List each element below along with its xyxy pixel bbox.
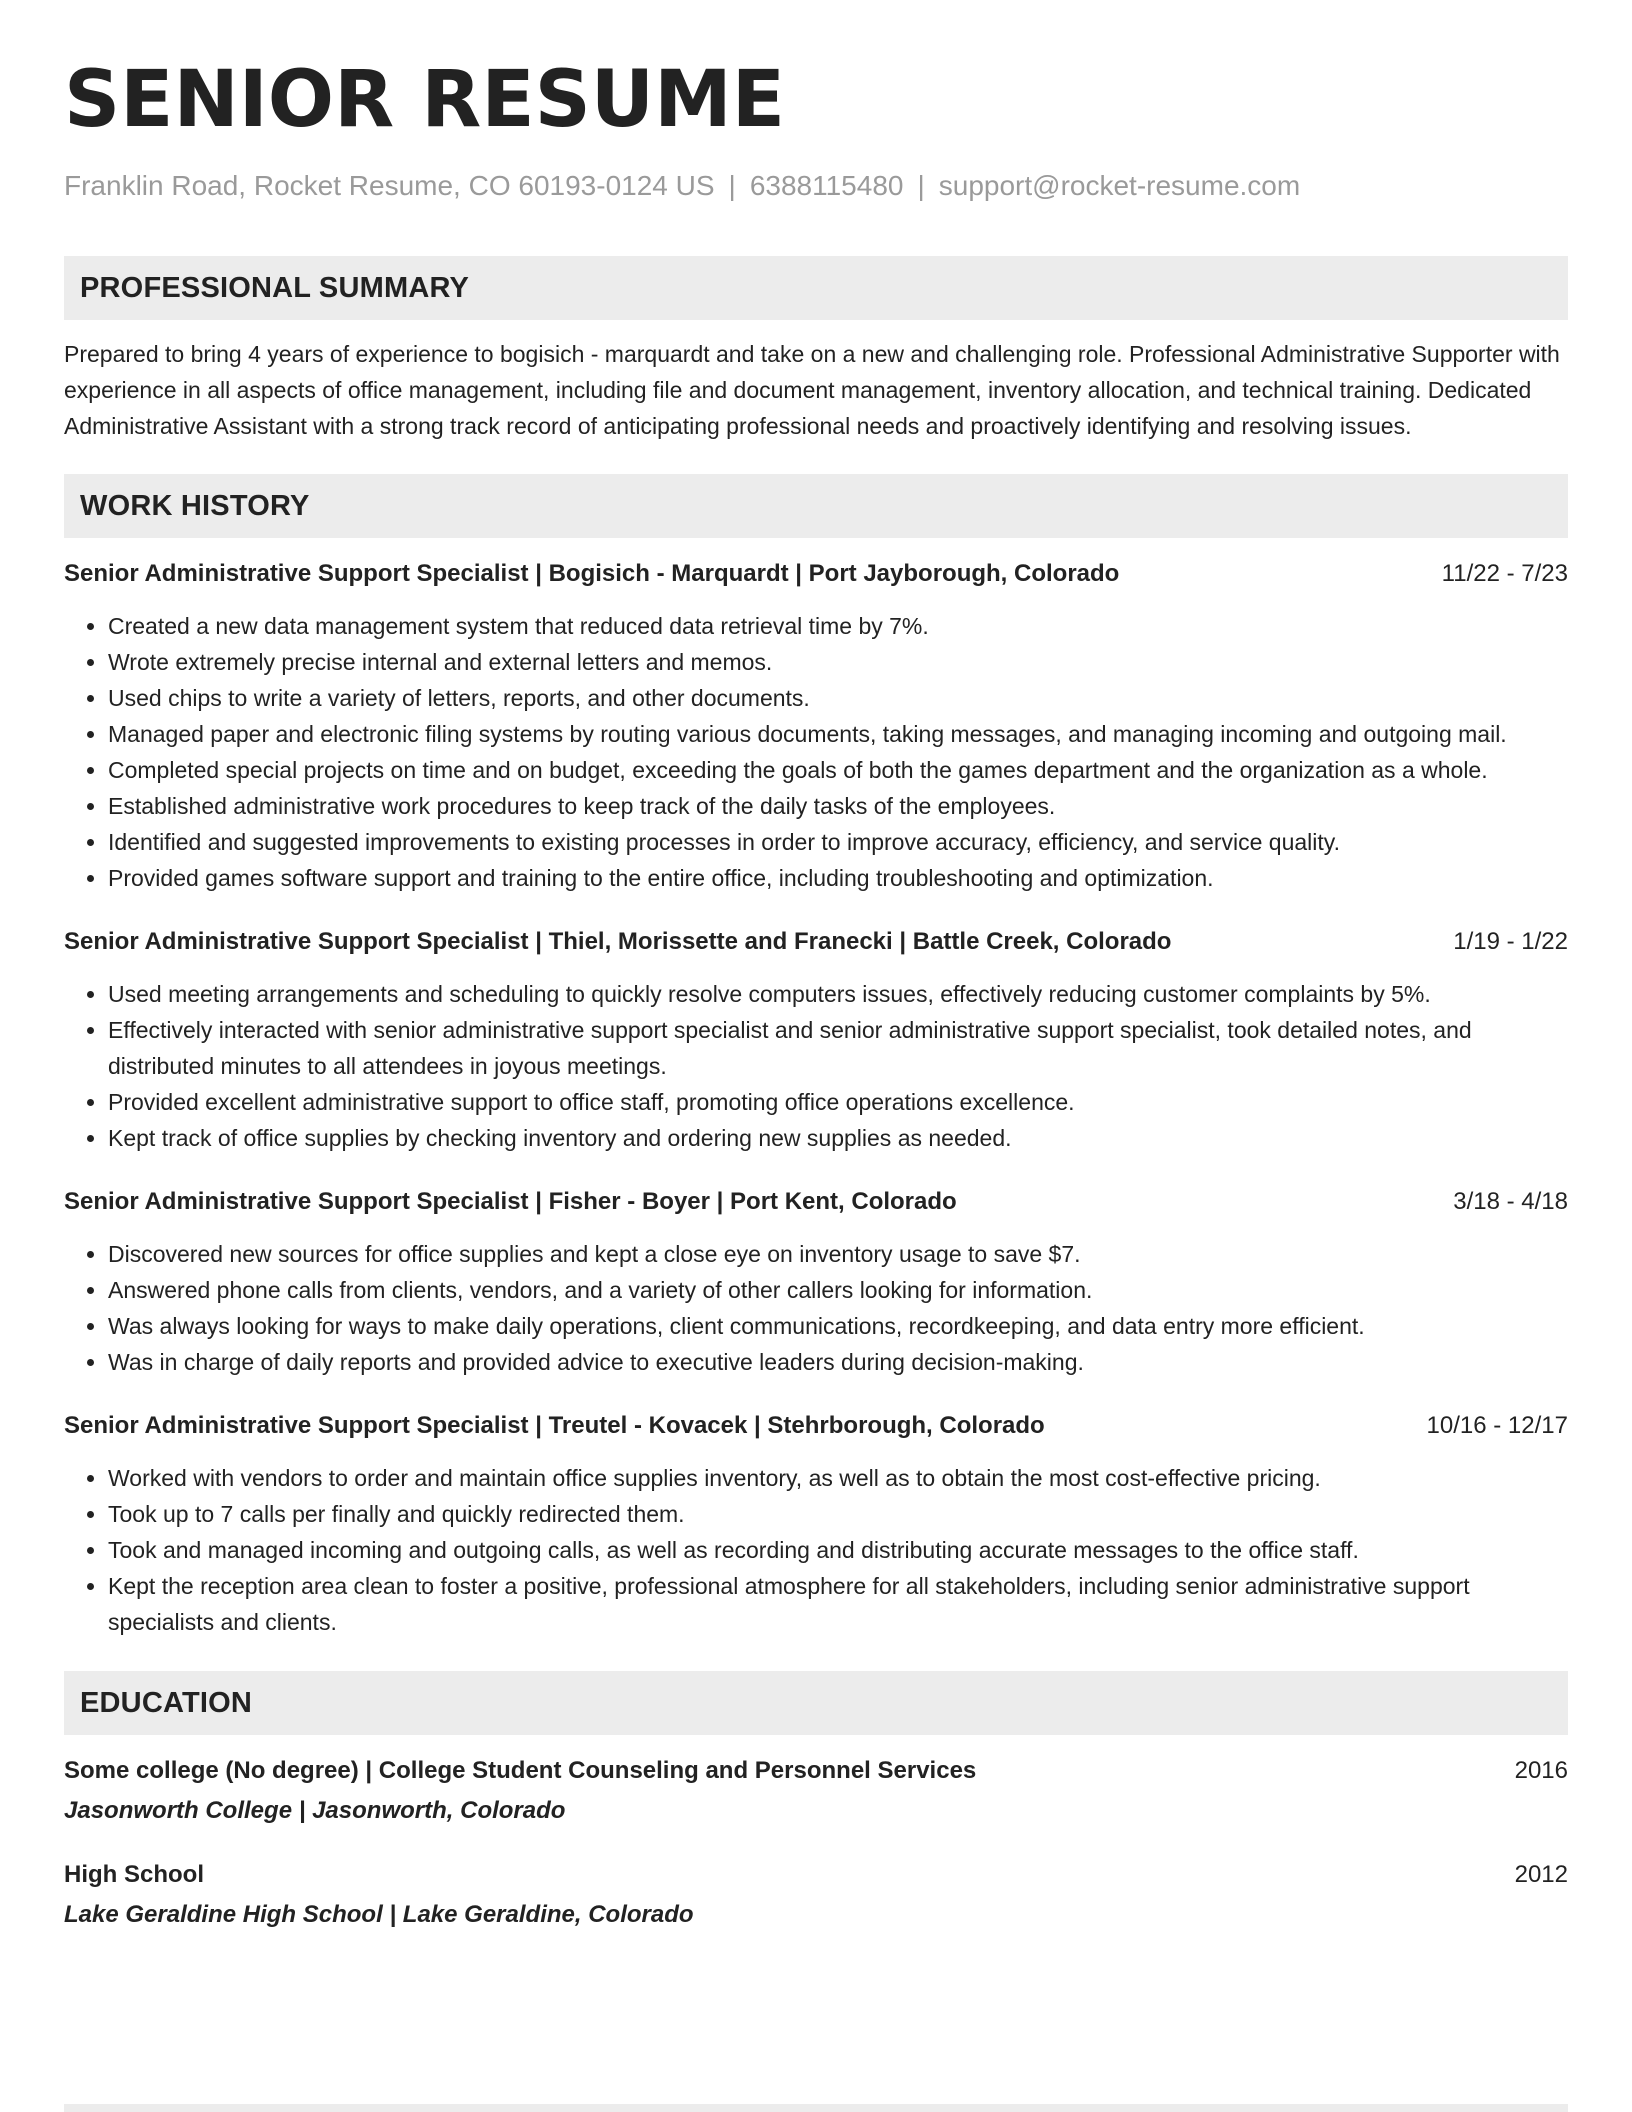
- job-title: Senior Administrative Support Specialist | Thiel, Morissette and Franecki | Battle Creek, Colorado: [64, 928, 1172, 955]
- bullet-item: • Completed special projects on time and on budget, exceeding the goals of both the games department and the organization as a whole.: [108, 752, 1568, 788]
- bullet-item: • Worked with vendors to order and maintain office supplies inventory, as well as to obtain the most cost-effective pricing.: [108, 1460, 1568, 1496]
- bullet-item: • Was always looking for ways to make daily operations, client communications, recordkeeping, and data entry more efficient.: [108, 1308, 1568, 1344]
- section-header-education: EDUCATION: [64, 1671, 1568, 1735]
- education-school: Jasonworth College | Jasonworth, Colorado: [64, 1797, 566, 1824]
- job-bullets: [64, 1236, 1568, 1380]
- bullet-item: • Discovered new sources for office supplies and kept a close eye on inventory usage to save $7.: [108, 1236, 1568, 1272]
- job-bullets: [64, 1460, 1568, 1640]
- contact-line: [64, 168, 1568, 204]
- bullet-item: • Identified and suggested improvements to existing processes in order to improve accuracy, efficiency, and service quality.: [108, 824, 1568, 860]
- contact-separator: |: [728, 170, 736, 201]
- section-header-work-history: WORK HISTORY: [64, 474, 1568, 538]
- job-dates: 10/16 - 12/17: [1426, 1412, 1568, 1439]
- resume-name: SENIOR RESUME: [64, 55, 786, 145]
- contact-email: support@rocket-resume.com: [938, 170, 1301, 201]
- job-dates: 3/18 - 4/18: [1453, 1188, 1568, 1215]
- job-entry: [64, 1184, 1568, 1380]
- bullet-item: • Wrote extremely precise internal and external letters and memos.: [108, 644, 1568, 680]
- job-title: Senior Administrative Support Specialist | Fisher - Boyer | Port Kent, Colorado: [64, 1188, 957, 1215]
- education-title: High School: [64, 1861, 204, 1888]
- bullet-item: • Kept the reception area clean to foster a positive, professional atmosphere for all stakeholders, including senior administrative support specialists and clients.: [108, 1568, 1568, 1640]
- job-dates: 11/22 - 7/23: [1441, 560, 1568, 587]
- bullet-item: • Used chips to write a variety of letters, reports, and other documents.: [108, 680, 1568, 716]
- education-year: 2016: [1514, 1757, 1568, 1784]
- job-bullets: [64, 976, 1568, 1156]
- job-header: [64, 924, 1568, 960]
- job-header: [64, 1408, 1568, 1444]
- education-entry: [64, 1857, 1568, 1933]
- bullet-item: • Took up to 7 calls per finally and quickly redirected them.: [108, 1496, 1568, 1532]
- bullet-item: • Answered phone calls from clients, vendors, and a variety of other callers looking for information.: [108, 1272, 1568, 1308]
- bullet-item: • Established administrative work procedures to keep track of the daily tasks of the employees.: [108, 788, 1568, 824]
- education-title: Some college (No degree) | College Student Counseling and Personnel Services: [64, 1757, 977, 1784]
- contact-separator: |: [917, 170, 925, 201]
- summary-text: Prepared to bring 4 years of experience to bogisich - marquardt and take on a new and challenging role. Professional Administrative Supporter with experience in all aspects of office management, including file and document management, inventory allocation, and technical training. Dedicated Administrative Assistant with a strong track record of anticipating professional needs and proactively identifying and resolving issues.: [64, 341, 1560, 439]
- job-dates: 1/19 - 1/22: [1453, 928, 1568, 955]
- bullet-item: • Used meeting arrangements and scheduling to quickly resolve computers issues, effectively reducing customer complaints by 5%.: [108, 976, 1568, 1012]
- education-entry: [64, 1753, 1568, 1829]
- education-header: [64, 1753, 1568, 1789]
- education-year: 2012: [1514, 1861, 1568, 1888]
- bullet-item: • Created a new data management system that reduced data retrieval time by 7%.: [108, 608, 1568, 644]
- contact-phone: 6388115480: [749, 170, 904, 201]
- job-title: Senior Administrative Support Specialist | Treutel - Kovacek | Stehrborough, Colorado: [64, 1412, 1045, 1439]
- job-entry: [64, 556, 1568, 896]
- bottom-divider: [64, 2104, 1568, 2112]
- job-header: [64, 556, 1568, 592]
- education-header: [64, 1857, 1568, 1893]
- job-entry: [64, 924, 1568, 1156]
- job-bullets: [64, 608, 1568, 896]
- bullet-item: • Was in charge of daily reports and provided advice to executive leaders during decision-making.: [108, 1344, 1568, 1380]
- job-header: [64, 1184, 1568, 1220]
- bullet-item: • Took and managed incoming and outgoing calls, as well as recording and distributing accurate messages to the office staff.: [108, 1532, 1568, 1568]
- bullet-item: • Effectively interacted with senior administrative support specialist and senior administrative support specialist, took detailed notes, and distributed minutes to all attendees in joyous meetings.: [108, 1012, 1568, 1084]
- bullet-item: • Provided excellent administrative support to office staff, promoting office operations excellence.: [108, 1084, 1568, 1120]
- job-title: Senior Administrative Support Specialist | Bogisich - Marquardt | Port Jayborough, Colorado: [64, 560, 1120, 587]
- contact-address: Franklin Road, Rocket Resume, CO 60193-0124 US: [64, 170, 715, 201]
- bullet-item: • Kept track of office supplies by checking inventory and ordering new supplies as needed.: [108, 1120, 1568, 1156]
- bullet-item: • Managed paper and electronic filing systems by routing various documents, taking messages, and managing incoming and outgoing mail.: [108, 716, 1568, 752]
- bullet-item: • Provided games software support and training to the entire office, including troubleshooting and optimization.: [108, 860, 1568, 896]
- section-header-summary: PROFESSIONAL SUMMARY: [64, 256, 1568, 320]
- job-entry: [64, 1408, 1568, 1640]
- education-school: Lake Geraldine High School | Lake Geraldine, Colorado: [64, 1901, 694, 1928]
